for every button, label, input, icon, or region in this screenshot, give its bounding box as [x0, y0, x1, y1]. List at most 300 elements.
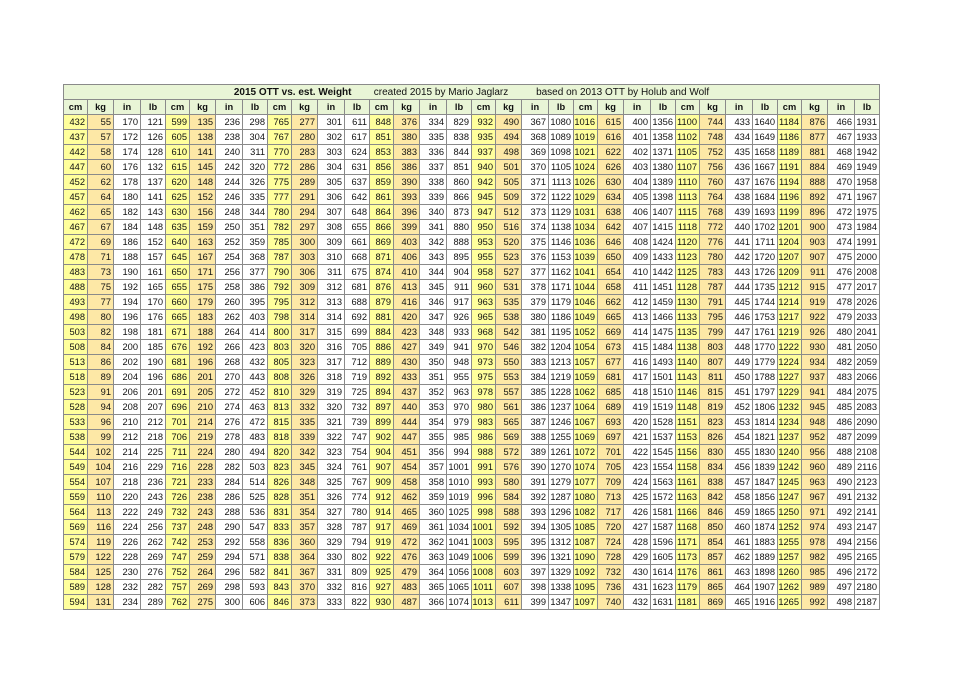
- table-cell: 1380: [651, 160, 676, 175]
- table-cell: 342: [292, 445, 318, 460]
- table-cell: 974: [802, 520, 828, 535]
- table-cell: 713: [598, 490, 624, 505]
- table-cell: 145: [190, 160, 216, 175]
- table-cell: 971: [802, 505, 828, 520]
- column-header: cm: [472, 100, 496, 115]
- table-cell: 302: [318, 130, 345, 145]
- table-cell: 1545: [651, 445, 676, 460]
- table-cell: 414: [624, 325, 651, 340]
- table-cell: 554: [64, 475, 88, 490]
- table-cell: 550: [496, 355, 522, 370]
- table-cell: 1847: [753, 475, 778, 490]
- table-cell: 304: [243, 130, 268, 145]
- table-cell: 756: [700, 160, 726, 175]
- table-cell: 326: [243, 175, 268, 190]
- table-cell: 572: [496, 445, 522, 460]
- table-cell: 451: [394, 445, 420, 460]
- table-cell: 805: [268, 355, 292, 370]
- table-cell: 1510: [651, 385, 676, 400]
- table-cell: 330: [318, 550, 345, 565]
- table-cell: 1006: [472, 550, 496, 565]
- table-cell: 1021: [574, 145, 598, 160]
- table-cell: 386: [243, 280, 268, 295]
- table-cell: 496: [828, 565, 855, 580]
- table-cell: 306: [318, 190, 345, 205]
- table-cell: 222: [114, 505, 141, 520]
- table-cell: 533: [64, 415, 88, 430]
- table-cell: 483: [243, 430, 268, 445]
- table-cell: 1889: [753, 550, 778, 565]
- table-cell: 932: [472, 115, 496, 130]
- table-cell: 854: [700, 535, 726, 550]
- table-cell: 403: [394, 235, 420, 250]
- table-cell: 1041: [574, 265, 598, 280]
- title-cell: [64, 85, 880, 100]
- table-cell: 471: [828, 190, 855, 205]
- table-cell: 1237: [549, 400, 574, 415]
- table-cell: 767: [268, 130, 292, 145]
- table-cell: 927: [370, 580, 394, 595]
- table-cell: 360: [292, 535, 318, 550]
- table-body: [64, 115, 880, 610]
- table-cell: 272: [216, 385, 243, 400]
- table-cell: 254: [216, 250, 243, 265]
- table-cell: 2008: [855, 265, 880, 280]
- table-cell: 415: [624, 340, 651, 355]
- table-cell: 1213: [549, 355, 574, 370]
- table-cell: 617: [345, 130, 370, 145]
- table-cell: 975: [472, 370, 496, 385]
- table-cell: 405: [624, 190, 651, 205]
- column-header: cm: [64, 100, 88, 115]
- table-row: [64, 220, 880, 235]
- table-cell: 250: [216, 220, 243, 235]
- table-cell: 2033: [855, 310, 880, 325]
- table-cell: 919: [802, 295, 828, 310]
- table-cell: 1623: [651, 580, 676, 595]
- table-cell: 1572: [651, 490, 676, 505]
- table-cell: 400: [624, 115, 651, 130]
- column-header: lb: [243, 100, 268, 115]
- table-cell: 985: [447, 430, 472, 445]
- table-cell: 315: [318, 325, 345, 340]
- table-cell: 339: [292, 430, 318, 445]
- table-cell: 603: [496, 565, 522, 580]
- column-header: lb: [345, 100, 370, 115]
- table-cell: 720: [598, 520, 624, 535]
- table-cell: 369: [522, 145, 549, 160]
- table-cell: 985: [802, 565, 828, 580]
- table-cell: 739: [345, 415, 370, 430]
- table-cell: 1821: [753, 430, 778, 445]
- table-cell: 348: [292, 475, 318, 490]
- table-cell: 366: [420, 595, 447, 610]
- table-cell: 459: [726, 505, 753, 520]
- table-row: [64, 535, 880, 550]
- table-cell: 1168: [676, 520, 700, 535]
- table-cell: 297: [292, 220, 318, 235]
- table-cell: 194: [114, 295, 141, 310]
- table-cell: 359: [243, 235, 268, 250]
- table-cell: 1090: [574, 550, 598, 565]
- table-cell: 1389: [651, 175, 676, 190]
- table-cell: 292: [216, 535, 243, 550]
- table-cell: 230: [114, 565, 141, 580]
- table-cell: 1967: [855, 190, 880, 205]
- table-cell: 512: [496, 205, 522, 220]
- table-cell: 404: [624, 175, 651, 190]
- table-cell: 478: [64, 250, 88, 265]
- table-cell: 401: [624, 130, 651, 145]
- table-cell: 719: [345, 370, 370, 385]
- table-cell: 1287: [549, 490, 574, 505]
- table-cell: 326: [318, 490, 345, 505]
- table-cell: 455: [726, 445, 753, 460]
- table-cell: 1118: [676, 220, 700, 235]
- table-cell: 423: [624, 460, 651, 475]
- table-cell: 296: [216, 565, 243, 580]
- table-cell: 125: [88, 565, 114, 580]
- table-cell: 681: [598, 370, 624, 385]
- table-cell: 705: [598, 460, 624, 475]
- column-header: lb: [549, 100, 574, 115]
- table-cell: 676: [166, 340, 190, 355]
- table-cell: 457: [64, 190, 88, 205]
- table-cell: 589: [64, 580, 88, 595]
- table-cell: 772: [268, 160, 292, 175]
- table-cell: 69: [88, 235, 114, 250]
- table-cell: 71: [88, 250, 114, 265]
- table-cell: 693: [598, 415, 624, 430]
- table-cell: 488: [64, 280, 88, 295]
- table-cell: 224: [190, 445, 216, 460]
- table-cell: 1113: [676, 190, 700, 205]
- table-cell: 218: [114, 475, 141, 490]
- table-cell: 2041: [855, 325, 880, 340]
- table-cell: 167: [190, 250, 216, 265]
- column-header: cm: [268, 100, 292, 115]
- table-cell: 444: [394, 415, 420, 430]
- table-cell: 712: [345, 355, 370, 370]
- table-cell: 899: [370, 415, 394, 430]
- table-cell: 348: [420, 325, 447, 340]
- table-row: [64, 400, 880, 415]
- table-cell: 850: [700, 520, 726, 535]
- table-cell: 2156: [855, 535, 880, 550]
- table-cell: 430: [624, 565, 651, 580]
- table-cell: 531: [496, 280, 522, 295]
- table-cell: 610: [166, 145, 190, 160]
- table-row: [64, 280, 880, 295]
- table-cell: 181: [141, 325, 166, 340]
- table-cell: 188: [190, 325, 216, 340]
- table-cell: 55: [88, 115, 114, 130]
- table-cell: 398: [522, 580, 549, 595]
- table-cell: 417: [624, 370, 651, 385]
- table-cell: 580: [496, 475, 522, 490]
- table-cell: 340: [420, 205, 447, 220]
- table-cell: 846: [268, 595, 292, 610]
- table-cell: 345: [420, 280, 447, 295]
- table-cell: 294: [216, 550, 243, 565]
- table-cell: 347: [420, 310, 447, 325]
- table-cell: 1224: [778, 355, 802, 370]
- table-cell: 161: [141, 265, 166, 280]
- table-cell: 163: [190, 235, 216, 250]
- table-cell: 869: [700, 595, 726, 610]
- table-cell: 829: [447, 115, 472, 130]
- table-row: [64, 310, 880, 325]
- table-row: [64, 415, 880, 430]
- table-cell: 449: [726, 355, 753, 370]
- table-cell: 1371: [651, 145, 676, 160]
- table-cell: 726: [166, 490, 190, 505]
- table-cell: 509: [496, 190, 522, 205]
- table-cell: 479: [394, 565, 420, 580]
- table-cell: 503: [243, 460, 268, 475]
- table-cell: 564: [64, 505, 88, 520]
- table-cell: 355: [420, 430, 447, 445]
- table-cell: 911: [802, 265, 828, 280]
- table-cell: 433: [394, 370, 420, 385]
- table-cell: 1138: [676, 340, 700, 355]
- table-cell: 291: [292, 190, 318, 205]
- table-cell: 842: [700, 490, 726, 505]
- table-cell: 860: [447, 175, 472, 190]
- table-cell: 182: [114, 205, 141, 220]
- table-cell: 200: [114, 340, 141, 355]
- table-cell: 620: [166, 175, 190, 190]
- table-cell: 442: [64, 145, 88, 160]
- table-cell: 888: [802, 175, 828, 190]
- table-cell: 2108: [855, 445, 880, 460]
- table-cell: 599: [496, 550, 522, 565]
- table-cell: 428: [624, 535, 651, 550]
- table-cell: 463: [726, 565, 753, 580]
- table-cell: 1246: [549, 415, 574, 430]
- table-cell: 452: [243, 385, 268, 400]
- table-cell: 94: [88, 400, 114, 415]
- table-cell: 321: [318, 415, 345, 430]
- table-cell: 470: [828, 175, 855, 190]
- table-cell: 780: [345, 505, 370, 520]
- table-cell: 58: [88, 145, 114, 160]
- table-cell: 606: [243, 595, 268, 610]
- table-cell: 705: [345, 340, 370, 355]
- table-cell: 444: [726, 280, 753, 295]
- table-cell: 220: [114, 490, 141, 505]
- table-cell: 914: [370, 505, 394, 520]
- table-cell: 813: [268, 400, 292, 415]
- table-cell: 864: [370, 205, 394, 220]
- column-header: kg: [394, 100, 420, 115]
- table-cell: 1279: [549, 475, 574, 490]
- table-cell: 476: [828, 265, 855, 280]
- table-cell: 1049: [447, 550, 472, 565]
- table-cell: 1898: [753, 565, 778, 580]
- table-cell: 1563: [651, 475, 676, 490]
- table-cell: 933: [447, 325, 472, 340]
- table-cell: 692: [345, 310, 370, 325]
- table-cell: 300: [216, 595, 243, 610]
- table-cell: 747: [345, 430, 370, 445]
- table-cell: 937: [802, 370, 828, 385]
- table-cell: 637: [345, 175, 370, 190]
- table-cell: 423: [394, 325, 420, 340]
- table-title: 2015 OTT vs. est. Weight: [233, 86, 352, 98]
- table-cell: 501: [496, 160, 522, 175]
- table-cell: 1684: [753, 190, 778, 205]
- table-cell: 671: [166, 325, 190, 340]
- table-cell: 256: [141, 520, 166, 535]
- table-cell: 1041: [447, 535, 472, 550]
- table-cell: 445: [726, 295, 753, 310]
- table-cell: 436: [726, 160, 753, 175]
- table-cell: 615: [598, 115, 624, 130]
- table-cell: 557: [496, 385, 522, 400]
- table-cell: 802: [345, 550, 370, 565]
- table-cell: 148: [141, 220, 166, 235]
- table-cell: 903: [802, 235, 828, 250]
- table-cell: 689: [598, 400, 624, 415]
- table-cell: 952: [802, 430, 828, 445]
- table-cell: 588: [496, 505, 522, 520]
- table-cell: 119: [88, 535, 114, 550]
- table-cell: 152: [141, 235, 166, 250]
- ott-weight-table: [63, 84, 880, 610]
- table-cell: 815: [268, 415, 292, 430]
- table-cell: 354: [292, 505, 318, 520]
- table-cell: 301: [318, 115, 345, 130]
- table-cell: 474: [828, 235, 855, 250]
- table-cell: 1085: [574, 520, 598, 535]
- table-cell: 1107: [676, 160, 700, 175]
- table-cell: 2017: [855, 280, 880, 295]
- table-cell: 1214: [778, 295, 802, 310]
- table-cell: 782: [268, 220, 292, 235]
- table-cell: 334: [420, 115, 447, 130]
- table-cell: 1013: [472, 595, 496, 610]
- table-cell: 752: [166, 565, 190, 580]
- table-cell: 311: [318, 265, 345, 280]
- table-cell: 876: [802, 115, 828, 130]
- table-cell: 798: [268, 310, 292, 325]
- table-cell: 233: [190, 475, 216, 490]
- table-cell: 448: [726, 340, 753, 355]
- table-cell: 989: [802, 580, 828, 595]
- table-cell: 546: [496, 340, 522, 355]
- table-cell: 994: [447, 445, 472, 460]
- table-cell: 122: [88, 550, 114, 565]
- table-cell: 650: [598, 250, 624, 265]
- table-cell: 565: [496, 415, 522, 430]
- table-cell: 421: [624, 430, 651, 445]
- table-cell: 319: [318, 385, 345, 400]
- table-cell: 728: [598, 550, 624, 565]
- table-cell: 141: [141, 190, 166, 205]
- table-cell: 706: [166, 430, 190, 445]
- table-cell: 1433: [651, 250, 676, 265]
- table-cell: 494: [828, 535, 855, 550]
- table-cell: 306: [292, 265, 318, 280]
- table-cell: 395: [243, 295, 268, 310]
- table-cell: 248: [216, 205, 243, 220]
- table-cell: 1011: [472, 580, 496, 595]
- table-cell: 468: [828, 145, 855, 160]
- table-cell: 294: [292, 205, 318, 220]
- table-cell: 432: [64, 115, 88, 130]
- table-cell: 1010: [447, 475, 472, 490]
- table-cell: 896: [802, 205, 828, 220]
- table-cell: 335: [420, 130, 447, 145]
- table-cell: 625: [166, 190, 190, 205]
- table-cell: 1255: [549, 430, 574, 445]
- table-cell: 218: [141, 430, 166, 445]
- table-cell: 980: [472, 400, 496, 415]
- table-cell: 349: [420, 340, 447, 355]
- table-cell: 754: [345, 445, 370, 460]
- table-cell: 171: [190, 265, 216, 280]
- table-cell: 282: [141, 580, 166, 595]
- table-cell: 561: [496, 400, 522, 415]
- table-cell: 1398: [651, 190, 676, 205]
- table-cell: 795: [700, 310, 726, 325]
- table-cell: 889: [370, 355, 394, 370]
- table-cell: 314: [318, 310, 345, 325]
- table-cell: 865: [700, 580, 726, 595]
- table-cell: 776: [700, 235, 726, 250]
- table-cell: 447: [64, 160, 88, 175]
- table-cell: 253: [190, 535, 216, 550]
- table-cell: 861: [370, 190, 394, 205]
- table-cell: 518: [64, 370, 88, 385]
- column-header: in: [318, 100, 345, 115]
- table-cell: 2075: [855, 385, 880, 400]
- basis-text: based on 2013 OTT by Holub and Wolf: [536, 86, 710, 98]
- table-cell: 262: [216, 310, 243, 325]
- table-cell: 571: [243, 550, 268, 565]
- table-cell: 290: [216, 520, 243, 535]
- table-cell: 212: [114, 430, 141, 445]
- table-cell: 1770: [753, 340, 778, 355]
- table-cell: 317: [292, 325, 318, 340]
- table-cell: 1649: [753, 130, 778, 145]
- table-cell: 246: [216, 190, 243, 205]
- table-cell: 454: [394, 460, 420, 475]
- table-cell: 1162: [549, 265, 574, 280]
- table-cell: 1031: [574, 205, 598, 220]
- table-cell: 493: [828, 520, 855, 535]
- table-cell: 605: [166, 130, 190, 145]
- table-cell: 205: [190, 385, 216, 400]
- table-cell: 351: [420, 370, 447, 385]
- table-cell: 1123: [676, 250, 700, 265]
- table-cell: 930: [802, 340, 828, 355]
- table-cell: 312: [318, 280, 345, 295]
- table-cell: 1179: [549, 295, 574, 310]
- table-cell: 491: [828, 490, 855, 505]
- table-cell: 214: [190, 415, 216, 430]
- table-cell: 544: [64, 445, 88, 460]
- table-cell: 478: [828, 295, 855, 310]
- table-cell: 760: [700, 175, 726, 190]
- table-cell: 303: [318, 145, 345, 160]
- table-cell: 269: [141, 550, 166, 565]
- table-cell: 309: [318, 235, 345, 250]
- table-cell: 1537: [651, 430, 676, 445]
- table-cell: 432: [624, 595, 651, 610]
- table-cell: 1184: [778, 115, 802, 130]
